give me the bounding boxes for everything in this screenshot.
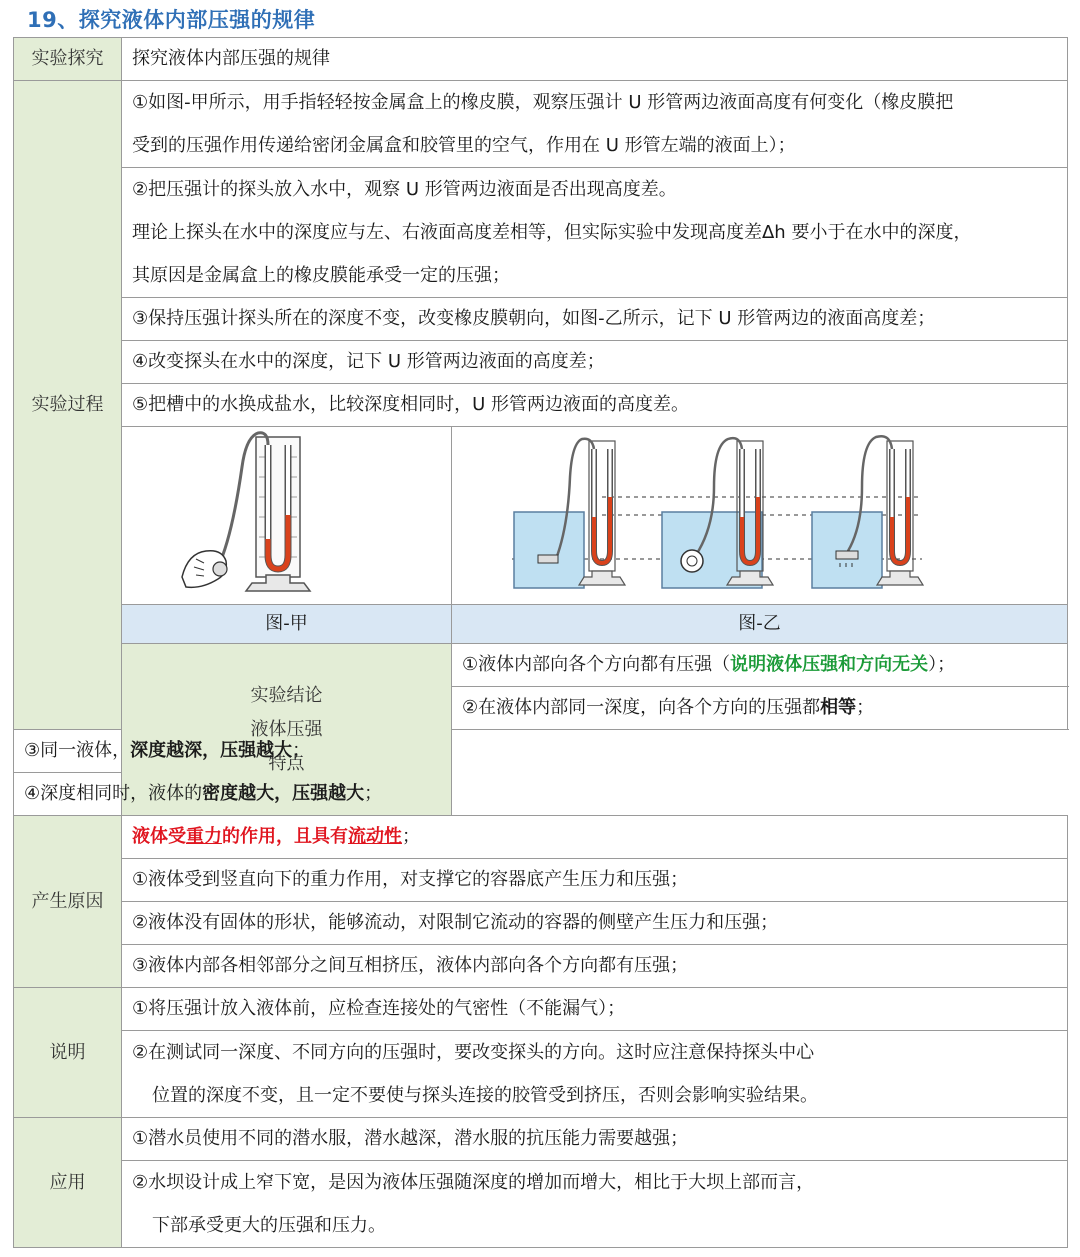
- application-label: 应用: [14, 1118, 122, 1248]
- cause-row-2: [14, 859, 1068, 902]
- caption-row: [14, 605, 1068, 644]
- process-line-2: [122, 168, 1068, 298]
- process-line-3: ③保持压强计探头所在的深度不变，改变橡皮膜朝向，如图-乙所示，记下 U 形管两边的液面高度差；: [122, 298, 1068, 341]
- process-line-5: ⑤把槽中的水换成盐水，比较深度相同时，U 形管两边液面的高度差。: [122, 384, 1068, 427]
- header-value: 探究液体内部压强的规律: [122, 38, 1068, 81]
- application-line-1: ①潜水员使用不同的潜水服，潜水越深，潜水服的抗压能力需要越强；: [122, 1118, 1068, 1161]
- application-row-1: [14, 1118, 1068, 1161]
- conclusion-line-3: [14, 730, 452, 773]
- note-line-2: [122, 1031, 1068, 1118]
- conclusion-3-pre: ③同一液体，: [24, 740, 131, 761]
- conclusion-2-post: ；: [856, 697, 875, 718]
- process-row-3: [14, 298, 1068, 341]
- conclusion-2-bold: 相等: [820, 697, 857, 718]
- figure-a-image: [122, 427, 452, 599]
- conclusion-4-post: ；: [364, 783, 383, 804]
- process-row-5: [14, 384, 1068, 427]
- process-line-2a: ②把压强计的探头放入水中，观察 U 形管两边液面是否出现高度差。: [132, 179, 677, 200]
- figure-b-cell: [452, 427, 1068, 605]
- note-line-2a: ②在测试同一深度、不同方向的压强时，要改变探头的方向。这时应注意保持探头中心: [132, 1042, 815, 1063]
- cause-line-3: ③液体内部各相邻部分之间互相挤压，液体内部向各个方向都有压强；: [122, 945, 1068, 988]
- note-label: 说明: [14, 988, 122, 1118]
- conclusion-1-post: ）；: [928, 654, 956, 675]
- header-label: 实验探究: [14, 38, 122, 81]
- figure-b-caption: 图-乙: [452, 605, 1068, 644]
- conclusion-row-4: [14, 773, 1068, 816]
- note-line-1: ①将压强计放入液体前，应检查连接处的气密性（不能漏气）；: [122, 988, 1068, 1031]
- figure-b-image: [452, 427, 1068, 599]
- process-line-1: [122, 81, 1068, 168]
- conclusion-4-pre: ④深度相同时，液体的: [24, 783, 203, 804]
- note-line-2b: 位置的深度不变，且一定不要使与探头连接的胶管受到挤压，否则会影响实验结果。: [152, 1085, 818, 1106]
- cause-red-a: 液体受: [132, 826, 186, 847]
- process-line-4: ④改变探头在水中的深度，记下 U 形管两边液面的高度差；: [122, 341, 1068, 384]
- conclusion-3-post: ；: [292, 740, 311, 761]
- cause-red-d: 且具有: [294, 826, 348, 847]
- application-line-2: [122, 1161, 1068, 1248]
- conclusion-label-1: 实验结论: [250, 684, 323, 706]
- conclusion-line-2: [452, 687, 1068, 730]
- header-row: [14, 38, 1068, 81]
- conclusion-label-2: 液体压强: [250, 718, 323, 740]
- conclusion-row-3: [14, 730, 1068, 773]
- cause-line-1: ①液体受到竖直向下的重力作用，对支撑它的容器底产生压力和压强；: [122, 859, 1068, 902]
- conclusion-row-1: [14, 644, 1068, 687]
- cause-row-4: [14, 945, 1068, 988]
- conclusion-3-bold: 深度越深，压强越大: [130, 740, 293, 761]
- process-line-1a: ①如图-甲所示，用手指轻轻按金属盒上的橡皮膜，观察压强计 U 形管两边液面高度有何变化（橡皮膜把: [132, 92, 954, 113]
- summary-table-wrap: [13, 37, 1067, 1248]
- cause-highlight: [122, 816, 1068, 859]
- figure-a-cell: [122, 427, 452, 605]
- conclusion-label-3: 特点: [268, 752, 305, 774]
- cause-red-f: ；: [402, 826, 420, 847]
- conclusion-1-pre: ①液体内部向各个方向都有压强（: [462, 654, 731, 675]
- cause-red-e: 流动性: [348, 826, 402, 847]
- cause-label: 产生原因: [14, 816, 122, 988]
- conclusion-1-green: 说明液体压强和方向无关: [730, 654, 929, 675]
- figure-row: [14, 427, 1068, 605]
- conclusion-2-pre: ②在液体内部同一深度，向各个方向的压强都: [462, 697, 821, 718]
- page-title: 19、探究液体内部压强的规律: [27, 8, 316, 32]
- application-line-2a: ②水坝设计成上窄下宽，是因为液体压强随深度的增加而增大，相比于大坝上部而言，: [132, 1172, 815, 1193]
- process-line-2c: 其原因是金属盒上的橡皮膜能承受一定的压强；: [132, 265, 510, 286]
- conclusion-line-1: [452, 644, 1068, 687]
- application-row-2: [14, 1161, 1068, 1248]
- process-line-1b: 受到的压强作用传递给密闭金属盒和胶管里的空气，作用在 U 形管左端的液面上）；: [132, 135, 796, 156]
- conclusion-4-bold: 密度越大，压强越大: [202, 783, 365, 804]
- process-row-2: [14, 168, 1068, 298]
- process-row-4: [14, 341, 1068, 384]
- cause-row-1: [14, 816, 1068, 859]
- figure-a-caption: 图-甲: [122, 605, 452, 644]
- cause-red-c: 的作用，: [222, 826, 294, 847]
- conclusion-line-4: [14, 773, 452, 816]
- cause-red-b: 重力: [186, 826, 222, 847]
- process-row-1: [14, 81, 1068, 168]
- summary-table: [13, 37, 1068, 1248]
- note-row-1: [14, 988, 1068, 1031]
- process-label: 实验过程: [14, 81, 122, 730]
- application-line-2b: 下部承受更大的压强和压力。: [152, 1215, 386, 1236]
- cause-row-3: [14, 902, 1068, 945]
- cause-line-2: ②液体没有固体的形状，能够流动，对限制它流动的容器的侧壁产生压力和压强；: [122, 902, 1068, 945]
- process-line-2b: 理论上探头在水中的深度应与左、右液面高度差相等，但实际实验中发现高度差Δh 要小于在水中的深度，: [132, 222, 972, 243]
- note-row-2: [14, 1031, 1068, 1118]
